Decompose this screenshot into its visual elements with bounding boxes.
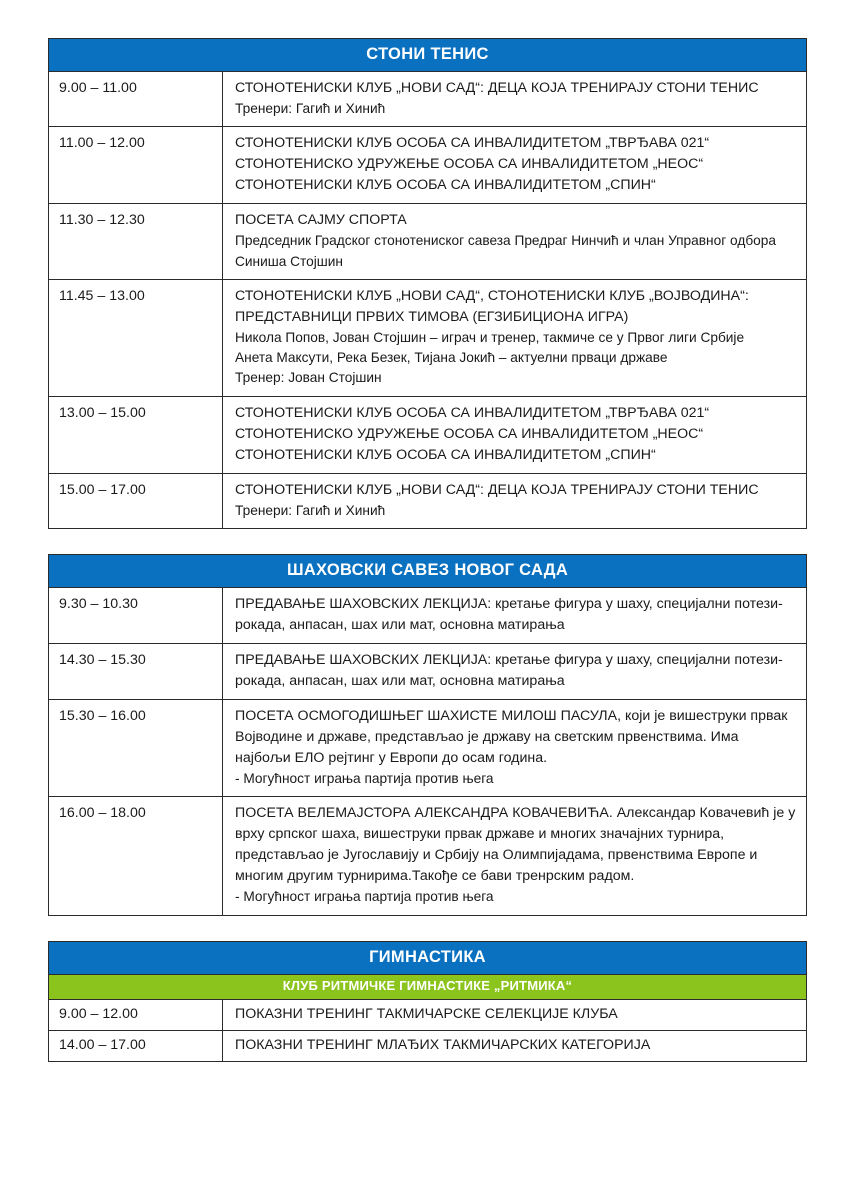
section-header-row bbox=[49, 39, 807, 72]
description-line: Тренери: Гагић и Хинић bbox=[235, 502, 386, 518]
description-cell bbox=[223, 587, 807, 643]
description-line: ПОСЕТА САЈМУ СПОРТА bbox=[235, 212, 407, 229]
description-line: Никола Попов, Јован Стојшин – играч и тренер, такмиче се у Првог лиги Србије bbox=[235, 329, 745, 345]
description-cell bbox=[223, 71, 807, 126]
time-cell: 13.00 – 15.00 bbox=[49, 396, 223, 473]
time-cell: 11.45 – 13.00 bbox=[49, 279, 223, 396]
table-row bbox=[49, 127, 807, 204]
description-line: - Могућност играња партија против њега bbox=[235, 771, 494, 787]
description-line: Председник Градског стонотениског савеза Предраг Нинчић и члан Управног одбора Синиша Стојшин bbox=[235, 233, 776, 269]
club-header-row bbox=[49, 974, 807, 999]
description-cell bbox=[223, 473, 807, 528]
description-line: ПОСЕТА ОСМОГОДИШЊЕГ ШАХИСТЕ МИЛОШ ПАСУЛА, који је вишеструки првак Војводине и државе, представљао је државу на светским првенствима. Има најбољи ЕЛО рејтинг у Европи до осам година. bbox=[235, 708, 788, 767]
time-cell: 14.00 – 17.00 bbox=[49, 1030, 223, 1061]
description-line: ПРЕДАВАЊЕ ШАХОВСКИХ ЛЕКЦИЈА: кретање фигура у шаху, специјални потези-рокада, анпасан, шах или мат, основна матирања bbox=[235, 595, 783, 633]
description-cell bbox=[223, 396, 807, 473]
schedule-table bbox=[48, 554, 807, 916]
table-row bbox=[49, 797, 807, 915]
table-row bbox=[49, 1030, 807, 1061]
section-header-row bbox=[49, 555, 807, 588]
description-line: СТОНОТЕНИСКО УДРУЖЕЊЕ ОСОБА СА ИНВАЛИДИТЕТОМ „НЕОС“ bbox=[235, 156, 704, 173]
time-cell: 15.30 – 16.00 bbox=[49, 700, 223, 797]
table-row bbox=[49, 644, 807, 700]
table-row bbox=[49, 999, 807, 1030]
description-cell bbox=[223, 1030, 807, 1061]
schedule-table bbox=[48, 38, 807, 529]
section-title: СТОНИ ТЕНИС bbox=[49, 39, 807, 72]
table-row bbox=[49, 71, 807, 126]
description-line: СТОНОТЕНИСКИ КЛУБ ОСОБА СА ИНВАЛИДИТЕТОМ „СПИН“ bbox=[235, 177, 656, 194]
description-cell bbox=[223, 204, 807, 280]
description-line: ПРЕДСТАВНИЦИ ПРВИХ ТИМОВА (ЕГЗИБИЦИОНА ИГРА) bbox=[235, 308, 629, 325]
description-line: Анета Максути, Река Безек, Тијана Јокић – актуелни прваци државе bbox=[235, 350, 668, 366]
description-line: - Могућност играња партија против њега bbox=[235, 889, 494, 905]
section-title: ГИМНАСТИКА bbox=[49, 941, 807, 974]
description-line: ПОКАЗНИ ТРЕНИНГ МЛАЂИХ ТАКМИЧАРСКИХ КАТЕГОРИЈА bbox=[235, 1036, 651, 1053]
description-line: ПРЕДАВАЊЕ ШАХОВСКИХ ЛЕКЦИЈА: кретање фигура у шаху, специјални потези-рокада, анпасан, шах или мат, основна матирања bbox=[235, 652, 783, 690]
description-cell bbox=[223, 999, 807, 1030]
time-cell: 9.30 – 10.30 bbox=[49, 587, 223, 643]
section-title: ШАХОВСКИ САВЕЗ НОВОГ САДА bbox=[49, 555, 807, 588]
time-cell: 9.00 – 12.00 bbox=[49, 999, 223, 1030]
time-cell: 15.00 – 17.00 bbox=[49, 473, 223, 528]
time-cell: 11.30 – 12.30 bbox=[49, 204, 223, 280]
description-line: СТОНОТЕНИСКО УДРУЖЕЊЕ ОСОБА СА ИНВАЛИДИТЕТОМ „НЕОС“ bbox=[235, 425, 704, 442]
time-cell: 9.00 – 11.00 bbox=[49, 71, 223, 126]
table-row bbox=[49, 700, 807, 797]
table-row bbox=[49, 587, 807, 643]
description-line: ПОСЕТА ВЕЛЕМАЈСТОРА АЛЕКСАНДРА КОВАЧЕВИЋА. Александар Ковачевић је у врху српског шаха, вишеструки првак државе и многих значајних турнира, представљао је Југославију и Србију на Олимпијадама, првенствима Европе и многим другим турнирима.Такође се бави тренрским радом. bbox=[235, 805, 796, 885]
schedule-tables-container bbox=[48, 38, 806, 1062]
description-line: ПОКАЗНИ ТРЕНИНГ ТАКМИЧАРСКЕ СЕЛЕКЦИЈЕ КЛУБА bbox=[235, 1005, 618, 1022]
description-line: СТОНОТЕНИСКИ КЛУБ ОСОБА СА ИНВАЛИДИТЕТОМ „ТВРЂАВА 021“ bbox=[235, 135, 710, 152]
table-row bbox=[49, 204, 807, 280]
time-cell: 11.00 – 12.00 bbox=[49, 127, 223, 204]
description-cell bbox=[223, 700, 807, 797]
description-line: СТОНОТЕНИСКИ КЛУБ ОСОБА СА ИНВАЛИДИТЕТОМ „СПИН“ bbox=[235, 446, 656, 463]
table-row bbox=[49, 396, 807, 473]
time-cell: 16.00 – 18.00 bbox=[49, 797, 223, 915]
description-cell bbox=[223, 127, 807, 204]
description-line: СТОНОТЕНИСКИ КЛУБ ОСОБА СА ИНВАЛИДИТЕТОМ „ТВРЂАВА 021“ bbox=[235, 404, 710, 421]
description-line: СТОНОТЕНИСКИ КЛУБ „НОВИ САД“: ДЕЦА КОЈА ТРЕНИРАЈУ СТОНИ ТЕНИС bbox=[235, 79, 759, 96]
schedule-table bbox=[48, 941, 807, 1062]
description-cell bbox=[223, 797, 807, 915]
description-cell bbox=[223, 279, 807, 396]
description-cell bbox=[223, 644, 807, 700]
club-title: КЛУБ РИТМИЧКЕ ГИМНАСТИКЕ „РИТМИКА“ bbox=[49, 974, 807, 999]
description-line: Тренери: Гагић и Хинић bbox=[235, 100, 386, 116]
time-cell: 14.30 – 15.30 bbox=[49, 644, 223, 700]
section-header-row bbox=[49, 941, 807, 974]
description-line: СТОНОТЕНИСКИ КЛУБ „НОВИ САД“, СТОНОТЕНИСКИ КЛУБ „ВОЈВОДИНА“: bbox=[235, 287, 749, 304]
description-line: СТОНОТЕНИСКИ КЛУБ „НОВИ САД“: ДЕЦА КОЈА ТРЕНИРАЈУ СТОНИ ТЕНИС bbox=[235, 481, 759, 498]
table-row bbox=[49, 279, 807, 396]
table-row bbox=[49, 473, 807, 528]
description-line: Тренер: Јован Стојшин bbox=[235, 370, 382, 386]
